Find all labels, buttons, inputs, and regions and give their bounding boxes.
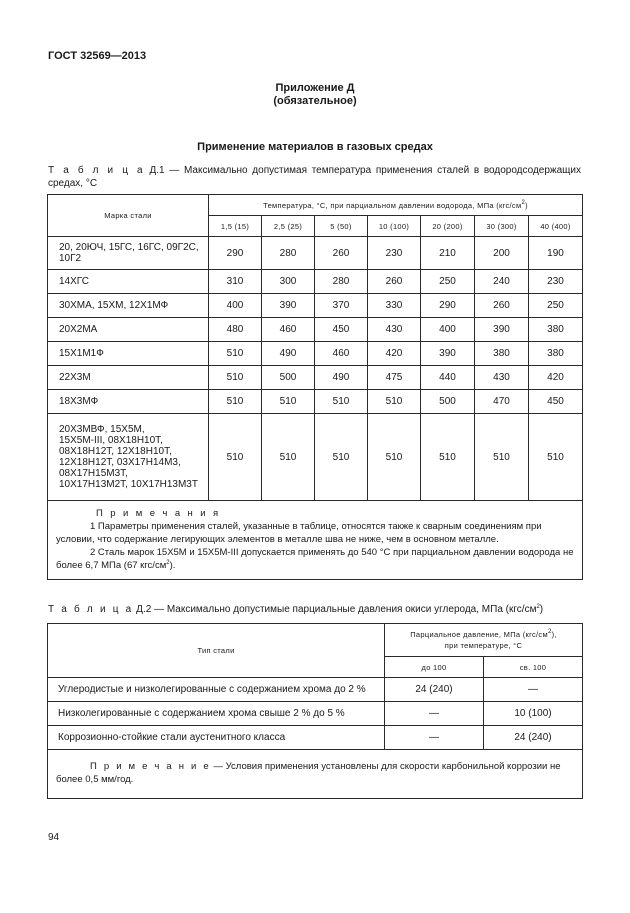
table1-value-cell: 290 <box>209 237 262 270</box>
table1-note-2-text: 2 Сталь марок 15Х5М и 15Х5М-III допускается применять до 540 °С при парциальном давлении водорода не более 6,7 МПа (67 кгс/см <box>56 547 574 571</box>
table1-value-cell: 290 <box>421 294 475 318</box>
table1-value-cell: 510 <box>209 342 262 366</box>
table1-value-cell: 380 <box>475 342 529 366</box>
table1-value-cell: 280 <box>262 237 315 270</box>
table1-row <box>48 390 583 414</box>
table1-value-cell: 250 <box>529 294 583 318</box>
table1-value-cell: 370 <box>315 294 368 318</box>
table2-note-head: П р и м е ч а н и е <box>90 761 211 772</box>
table1-pressure-header: 30 (300) <box>475 216 529 237</box>
table1-grade-line: 20, 20ЮЧ, 15ГС, 16ГС, 09Г2С, <box>59 242 199 253</box>
table2-row <box>48 678 583 702</box>
table1-grade-cell <box>48 342 209 366</box>
table1-value-cell: 510 <box>368 414 421 501</box>
table1-value-cell: 510 <box>209 414 262 501</box>
table1-notes <box>48 501 583 580</box>
table2-caption-sup: 2 <box>536 604 540 610</box>
table1-value-cell: 420 <box>368 342 421 366</box>
table1-grade-line: 10Х17Н13М2Т, 10Х17Н13М3Т <box>59 479 198 490</box>
table2-type-cell: Углеродистые и низколегированные с содержанием хрома до 2 % <box>48 678 385 702</box>
table2-note-text: — Условия применения установлены для скорости карбонильной коррозии не более 0,5 мм/год. <box>56 761 561 785</box>
table1-grade-line: 14ХГС <box>59 276 89 287</box>
table1-value-cell: 280 <box>315 270 368 294</box>
table1-value-cell: 390 <box>421 342 475 366</box>
table1-value-cell: 390 <box>475 318 529 342</box>
table1-value-cell: 380 <box>529 342 583 366</box>
table2-notes-row <box>48 750 583 799</box>
table1-row <box>48 342 583 366</box>
table1-value-cell: 300 <box>262 270 315 294</box>
table1-value-cell: 390 <box>262 294 315 318</box>
table1-value-cell: 430 <box>368 318 421 342</box>
table2-header-pressure-sup: 2 <box>547 629 552 635</box>
table2-caption <box>48 603 581 616</box>
table1-note-2-end: ). <box>169 560 176 571</box>
table1-grade-line: 08Х18Н12Т, 12Х18Н10Т, <box>59 446 172 457</box>
table1-header-grade: Марка стали <box>48 195 209 237</box>
table1-row <box>48 294 583 318</box>
table1-value-cell: 440 <box>421 366 475 390</box>
table1-grade-cell <box>48 390 209 414</box>
table2-caption-end: ) <box>539 604 544 615</box>
table2-header-pressure-1: Парциальное давление, МПа (кгс/см <box>410 630 548 639</box>
table1-caption <box>48 164 581 190</box>
table2-header-temp-1: св. 100 <box>484 657 583 678</box>
table1-value-cell: 490 <box>315 366 368 390</box>
table2-value-cell: — <box>385 726 484 750</box>
table1-value-cell: 510 <box>421 414 475 501</box>
table1-grade-line: 08Х17Н15М3Т, <box>59 468 128 479</box>
table1-value-cell: 420 <box>529 366 583 390</box>
table1-value-cell: 500 <box>421 390 475 414</box>
table1-value-cell: 510 <box>315 390 368 414</box>
table1-value-cell: 230 <box>529 270 583 294</box>
table1-value-cell: 510 <box>475 414 529 501</box>
standard-code: ГОСТ 32569—2013 <box>48 50 147 62</box>
table2-value-cell: 10 (100) <box>484 702 583 726</box>
table2-value-cell: 24 (240) <box>385 678 484 702</box>
table1-value-cell: 480 <box>209 318 262 342</box>
table1-row <box>48 237 583 270</box>
table2-header-temp-0: до 100 <box>385 657 484 678</box>
table1-value-cell: 260 <box>475 294 529 318</box>
table1-value-cell: 450 <box>529 390 583 414</box>
table1-value-cell: 500 <box>262 366 315 390</box>
table2-value-cell: — <box>484 678 583 702</box>
table1-grade-cell <box>48 270 209 294</box>
table1-grade-cell <box>48 318 209 342</box>
table1-value-cell: 210 <box>421 237 475 270</box>
table1-pressure-header: 20 (200) <box>421 216 475 237</box>
table1-header-temp-text: Температура, °С, при парциальном давлении водорода, МПа (кгс/см <box>263 200 522 210</box>
table1-value-cell: 510 <box>262 390 315 414</box>
table1-pressure-header: 1,5 (15) <box>209 216 262 237</box>
table2-note <box>56 760 574 786</box>
table1-value-cell: 430 <box>475 366 529 390</box>
table1-grade-cell <box>48 366 209 390</box>
table2-notes <box>48 750 583 799</box>
table1-header-temp <box>209 195 583 216</box>
table1-value-cell: 450 <box>315 318 368 342</box>
table1-grade-line: 10Г2 <box>59 253 82 264</box>
table1-value-cell: 470 <box>475 390 529 414</box>
table1-grade-line: 30ХМА, 15ХМ, 12Х1МФ <box>59 300 169 311</box>
table1-value-cell: 230 <box>368 237 421 270</box>
table2-type-cell: Коррозионно-стойкие стали аустенитного класса <box>48 726 385 750</box>
table1-grade-line: 18Х3МФ <box>59 396 99 407</box>
table1-value-cell: 460 <box>315 342 368 366</box>
table1-value-cell: 260 <box>315 237 368 270</box>
table1-value-cell: 475 <box>368 366 421 390</box>
table1-header-temp-end: ) <box>525 200 528 210</box>
table1-value-cell: 240 <box>475 270 529 294</box>
table1-value-cell: 510 <box>315 414 368 501</box>
table1-grade-line: 22Х3М <box>59 372 91 383</box>
table2-caption-text: — Максимально допустимые парциальные давления окиси углерода, МПа (кгс/см <box>151 604 537 615</box>
table1-value-cell: 510 <box>262 414 315 501</box>
table1-value-cell: 510 <box>529 414 583 501</box>
table2-caption-label: Т а б л и ц а <box>48 604 134 615</box>
table1-pressure-header: 40 (400) <box>529 216 583 237</box>
table1-pressure-header: 5 (50) <box>315 216 368 237</box>
table1-value-cell: 380 <box>529 318 583 342</box>
table1-header-temp-sup: 2 <box>521 199 526 206</box>
table1-grade-line: 20Х2МА <box>59 324 98 335</box>
table2-type-cell: Низколегированные с содержанием хрома свыше 2 % до 5 % <box>48 702 385 726</box>
table2-header-pressure <box>385 624 583 657</box>
table1-grade-line: 20Х3МВФ, 15Х5М, <box>59 424 145 435</box>
table2 <box>47 623 583 799</box>
table1-caption-label: Т а б л и ц а <box>48 165 145 176</box>
table1-value-cell: 510 <box>368 390 421 414</box>
table2-row <box>48 702 583 726</box>
table2-value-cell: 24 (240) <box>484 726 583 750</box>
table1-row <box>48 318 583 342</box>
table2-row <box>48 726 583 750</box>
table1-row <box>48 414 583 501</box>
table1-value-cell: 260 <box>368 270 421 294</box>
table1-row <box>48 270 583 294</box>
table1-value-cell: 250 <box>421 270 475 294</box>
table1-caption-number: Д.1 <box>149 165 165 176</box>
table1-grade-cell <box>48 294 209 318</box>
table1-value-cell: 510 <box>209 390 262 414</box>
table1-note-1: 1 Параметры применения сталей, указанные в таблице, относятся также к сварным соединениям при условии, что содержание легирующих элементов в металле шва не ниже, чем в основном металле. <box>56 521 542 545</box>
table1 <box>47 194 583 580</box>
table1-value-cell: 190 <box>529 237 583 270</box>
table1-value-cell: 400 <box>421 318 475 342</box>
table1-note-2-sup: 2 <box>166 560 170 566</box>
table2-header-pressure-2: ), <box>551 630 557 639</box>
table1-pressure-header: 10 (100) <box>368 216 421 237</box>
table1-value-cell: 200 <box>475 237 529 270</box>
table1-grade-cell <box>48 237 209 270</box>
table1-grade-line: 15Х1М1Ф <box>59 348 104 359</box>
table2-header-pressure-3: при температуре, °С <box>444 641 523 650</box>
table1-notes-head: П р и м е ч а н и я <box>96 508 221 519</box>
table1-pressure-header: 2,5 (25) <box>262 216 315 237</box>
table2-header-type: Тип стали <box>48 624 385 678</box>
table1-value-cell: 400 <box>209 294 262 318</box>
table1-grade-line: 15Х5М-III, 08Х18Н10Т, <box>59 435 163 446</box>
table2-value-cell: — <box>385 702 484 726</box>
table1-value-cell: 330 <box>368 294 421 318</box>
page-number: 94 <box>48 832 60 843</box>
table1-caption-text: — Максимально допустимая температура применения сталей в водородсодержащих средах, °С <box>48 165 581 189</box>
table1-value-cell: 460 <box>262 318 315 342</box>
table1-value-cell: 510 <box>209 366 262 390</box>
table1-value-cell: 490 <box>262 342 315 366</box>
annex-title: Приложение Д <box>275 82 355 94</box>
table1-value-cell: 310 <box>209 270 262 294</box>
table2-caption-number: Д.2 <box>136 604 152 615</box>
table1-row <box>48 366 583 390</box>
table1-grade-cell <box>48 414 209 501</box>
section-title: Применение материалов в газовых средах <box>197 141 433 153</box>
annex-type: (обязательное) <box>273 95 357 107</box>
table1-note-2 <box>56 546 574 572</box>
table1-grade-line: 12Х18Н12Т, 03Х17Н14М3, <box>59 457 181 468</box>
table1-notes-row <box>48 501 583 580</box>
